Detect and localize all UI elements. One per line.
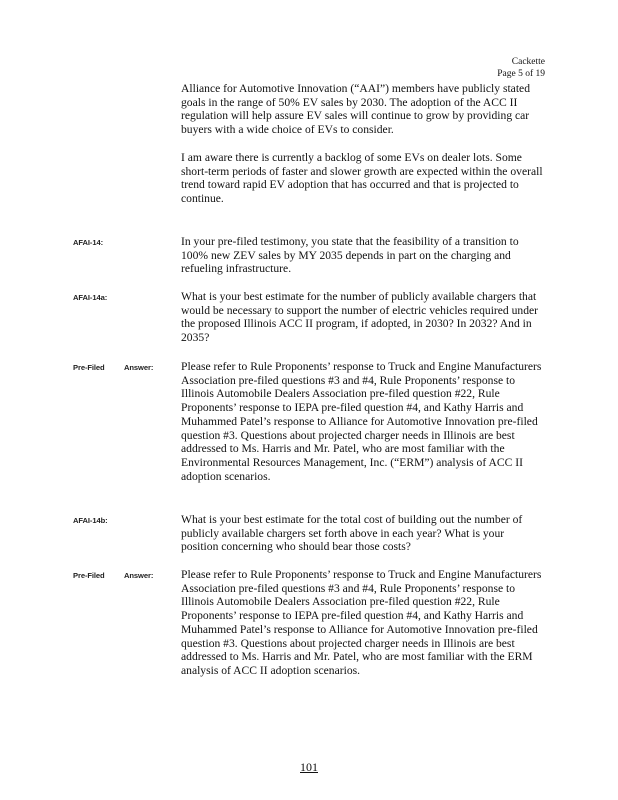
page-number-text: 101 <box>300 760 318 774</box>
answer-text: Please refer to Rule Proponents’ response to Truck and Engine Manufacturers Association pre-filed questions #3 and #4, Rule Proponents’ response to Illinois Automobile Dealers Association pre-filed question #22, Rule Proponents’ response to IEPA pre-filed question #4, and Kathy Harris and Muhammed Patel’s response to Alliance for Automotive Innovation pre-filed question #3. Questions about projected charger needs in Illinois are best addressed to Ms. Harris and Mr. Patel, who are most familiar with the Environmental Resources Management, Inc. (“ERM”) analysis of ACC II adoption scenarios. <box>181 360 542 483</box>
question-label: AFAI-14b: <box>73 516 108 525</box>
intro-paragraph-1: Alliance for Automotive Innovation (“AAI”) members have publicly stated goals in the range of 50% EV sales by 2030. The adoption of the ACC II regulation will help assure EV sales will continue to grow by providing car buyers with a wide choice of EVs to consider. <box>181 82 530 137</box>
running-header-author: Cackette <box>511 57 545 67</box>
intro-paragraph-2: I am aware there is currently a backlog of some EVs on dealer lots. Some short-term periods of faster and slower growth are expected within the overall trend toward rapid EV adoption that has occurred and that is projected to continue. <box>181 151 543 206</box>
question-text: What is your best estimate for the total cost of building out the number of publicly available chargers set forth above in each year? What is your position concerning who should bear those costs? <box>181 513 523 554</box>
question-label: AFAI-14a: <box>73 293 108 302</box>
page-number <box>0 760 618 775</box>
question-label: AFAI-14: <box>73 238 104 247</box>
running-header-page: Page 5 of 19 <box>497 69 545 79</box>
question-text: What is your best estimate for the number of publicly available chargers that would be necessary to support the number of electric vehicles required under the proposed Illinois ACC II program, if adopted, in 2030? In 2032? And in 2035? <box>181 290 539 345</box>
question-text: In your pre-filed testimony, you state that the feasibility of a transition to 100% new ZEV sales by MY 2035 depends in part on the charging and refueling infrastructure. <box>181 235 519 276</box>
answer-label-suffix: Answer: <box>124 571 154 580</box>
answer-label-prefix: Pre-Filed <box>73 363 105 372</box>
answer-label-suffix: Answer: <box>124 363 154 372</box>
answer-label-prefix: Pre-Filed <box>73 571 105 580</box>
answer-text: Please refer to Rule Proponents’ response to Truck and Engine Manufacturers Association pre-filed questions #3 and #4, Rule Proponents’ response to Illinois Automobile Dealers Association pre-filed question #22, Rule Proponents’ response to IEPA pre-filed question #4, and Kathy Harris and Muhammed Patel’s response to Alliance for Automotive Innovation pre-filed question #3. Questions about projected charger needs in Illinois are best addressed to Ms. Harris and Mr. Patel, who are most familiar with the ERM analysis of ACC II adoption scenarios. <box>181 568 542 677</box>
